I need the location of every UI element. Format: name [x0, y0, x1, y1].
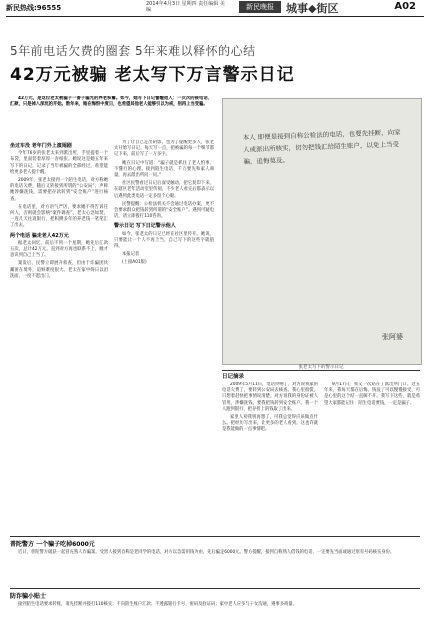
subhead-2: 两个电话 骗走老人42万元 [10, 232, 69, 239]
paragraph: 今年76岁的张老太来到派出所，手里提着一个布袋，里面装着厚厚一沓纸张。她说这是她五年来写下的日记，记录了当年被骗的全部经过，希望能给更多老人提个醒。 [10, 151, 108, 175]
paragraph: 如今，张老太的日记已经在社区里传开。她说，只要能让一个人不再上当，自己写下的这些字就值得。 [114, 231, 214, 250]
diary-signature: 张阿婆 [382, 333, 403, 341]
photo-caption: 张老太写下的警示日记 [298, 365, 344, 370]
paragraph: 案发后，民警立即展开侦查，但由于诈骗团伙藏匿在境外，追赃难度很大。老太在家中终日以泪洗面，一度不愿出门。 [10, 261, 108, 279]
section-title: 城事◆街区 [286, 2, 339, 15]
divider [222, 370, 420, 371]
diary-handwriting: 本人 即便是接到自称公检法的电话，也要先挂断，向家人或派出所核实，切勿把钱汇给陌生账户，以免上当受骗，追悔莫及。 [242, 128, 401, 166]
paragraph: 社区民警看过日记后深受触动，把它复印下来，在辖区老年活动室里传阅，不少老人看完后都表示以后遇到此类电话一定多留个心眼。 [114, 181, 214, 199]
excerpt-column-2 [324, 382, 420, 532]
excerpt-column-1 [222, 382, 318, 532]
page-header [6, 0, 424, 17]
hotline-label: 新民热线:96555 [6, 4, 62, 12]
excerpt-text: 2009年5月11日，电话铃响了，对方说我家的电话欠费了，要转到公安局去核查。我心里很慌，只想着赶快把事情说清楚。对方说我的身份证被人冒用，涉嫌洗钱，要我把钱转到安全账户。我一个人跑到银行，把存折上的钱取了出来。 [222, 382, 318, 412]
article-kicker: 5年前电话欠费的圈套 5年来难以释怀的心结 [10, 44, 256, 58]
bottom-story-1-title: 普陀警方 一个骗子吃掉6000元 [10, 541, 95, 548]
diary-photo [222, 98, 422, 365]
article-lead [10, 96, 212, 136]
byline: 本报记者 [122, 252, 140, 258]
continuation-note: (上接A01版) [122, 260, 147, 266]
divider [10, 536, 420, 537]
lead-text: 42万元，是这位老太被骗子一番子骗光的养老积蓄。如今，她写下日记警醒他人：一次次的接电话、汇款，只是掉入深坑的开始。数年来，她在悔恨中度日，也希望其他老人能够引以为戒，别再上当受骗。 [10, 96, 212, 108]
paragraph: 民警提醒：公检法机关不会通过电话办案，更不会要求群众把钱转到所谓的“安全账户”。遇到可疑电话，请立即拨打110咨询。 [114, 201, 214, 220]
divider [10, 588, 420, 589]
bottom-story-1-text: 近日，普陀警方破获一起冒充熟人诈骗案。受害人接到自称是老同学的电话，对方以急需用钱为由，先后骗走6000元。警方提醒，接到自称熟人借钱的电话，一定要先当面或通过原有号码核实身份。 [18, 550, 395, 556]
article-headline: 42万元被骗 老太写下万言警示日记 [10, 65, 295, 85]
excerpt-text: 9月17日，我又一次站在了派出所门口。这五年来，我每天都在后悔。钱没了可以慢慢接受，可是心里的这个结一直解不开。我写下这些，就是希望大家都能记住：陌生电话要钱，一定是骗子。 [324, 382, 420, 406]
article-column-1 [10, 140, 108, 410]
newspaper-logo: 新民晚报 [239, 1, 281, 13]
issue-date: 2014年4月3日 星期四 责任编辑 美编 [146, 1, 225, 13]
paragraph: 在电话里，对方语气严厉，要求她不得告诉任何人，否则就会影响“案件调查”。老太心急如焚，一连几天往返银行，把积攒多年的养老钱一笔笔汇了出去。 [10, 204, 108, 229]
paragraph: 据老太回忆，前后不到一个星期，她先后汇款五次，总计42万元。直到对方再也联系不上，她才意识到自己上当了。 [10, 240, 108, 259]
bottom-story-2 [10, 592, 420, 636]
page-number: A02 [394, 1, 416, 12]
excerpt-box-title: 日记摘录 [222, 374, 245, 380]
paragraph: 她在日记中写道：“骗子就是抓住了老人怕事、不懂行的心理。接到陌生电话，千万要先和家人商量，再去派出所问一问。” [114, 160, 214, 179]
paragraph: 2009年，张老太接到一个陌生电话，对方称她的电话欠费，随后又转接到所谓的“公安局”，声称她涉嫌洗钱，需要把存款转到“安全账户”进行核查。 [10, 178, 108, 202]
bottom-story-2-text: 接到陌生电话要求转账，请先挂断并拨打110核实；不向陌生账户汇款；不透露银行卡号、密码及验证码；家中老人应多与子女沟通，遇事多商量。 [18, 602, 297, 608]
subhead-1: 坐过车没 老年门外上演闹剧 [10, 143, 72, 149]
bottom-story-1 [10, 540, 420, 584]
article-column-2 [114, 140, 214, 410]
subhead-3: 警示日记 写下日记警示他人 [114, 223, 176, 230]
excerpt-text: 家里人劝我别再想了，可我总觉得应该做点什么。把经历写出来，让更多的老人看到，这也许就是我能做的一点事情吧。 [222, 415, 318, 433]
bottom-story-2-title: 防诈骗小贴士 [10, 593, 47, 600]
paragraph: 为了让自己走出阴影，也为了提醒更多人，张老太开始写日记。每天写一点，把被骗的每一个细节都记下来，前后写了一万多字。 [114, 140, 214, 158]
